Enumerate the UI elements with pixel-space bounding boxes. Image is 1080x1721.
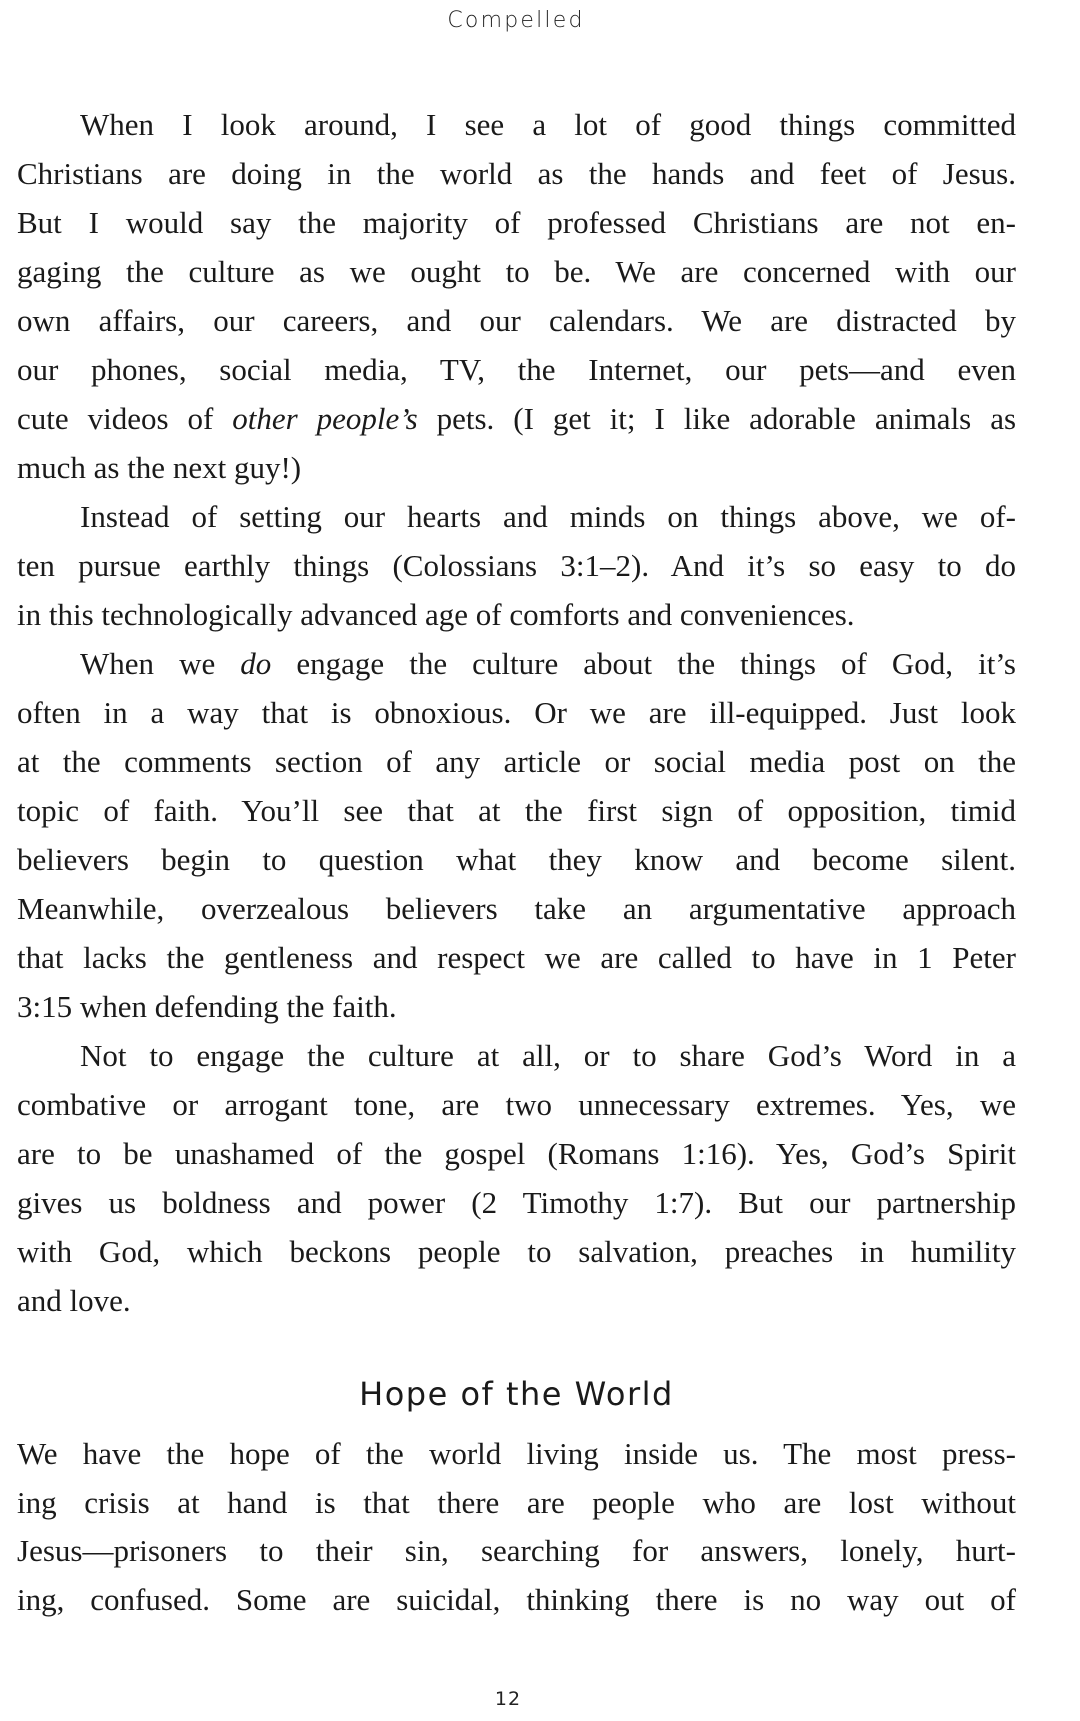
- text-run: and love.: [17, 1283, 131, 1318]
- text-line: [17, 933, 1016, 982]
- text-run: ing crisis at hand is that there are people who are lost without: [17, 1484, 1016, 1520]
- text-run: that lacks the gentleness and respect we are called to have in 1 Peter: [17, 940, 1016, 975]
- text-run: often in a way that is obnoxious. Or we are ill-equipped. Just look: [17, 695, 1016, 730]
- text-line: [17, 394, 1016, 443]
- text-run: believers begin to question what they know and become silent.: [17, 842, 1016, 877]
- text-run: cute videos of: [17, 401, 233, 436]
- text-run: Instead of setting our hearts and minds on things above, we of-: [80, 499, 1016, 534]
- text-line: [17, 786, 1016, 835]
- text-run: gaging the culture as we ought to be. We are concerned with our: [17, 254, 1016, 289]
- text-line: [17, 443, 1016, 492]
- text-run: engage the culture about the things of God, it’s: [271, 646, 1016, 681]
- text-line: [80, 492, 1016, 541]
- italic-run: other people’s: [232, 401, 418, 436]
- text-line: [17, 1575, 1016, 1624]
- text-line: [17, 1276, 1016, 1325]
- text-run: 3:15 when defending the faith.: [17, 989, 397, 1024]
- running-head: Compelled: [447, 8, 585, 33]
- text-line: [17, 590, 1016, 639]
- text-run: Meanwhile, overzealous believers take an argumentative approach: [17, 891, 1016, 926]
- text-run: Christians are doing in the world as the hands and feet of Jesus.: [17, 156, 1016, 191]
- text-line: [17, 982, 1016, 1031]
- text-line: [80, 639, 1016, 688]
- text-line: [17, 1526, 1016, 1575]
- text-run: gives us boldness and power (2 Timothy 1:7). But our partnership: [17, 1185, 1016, 1220]
- page-number: 12: [494, 1688, 522, 1710]
- text-line: [17, 296, 1016, 345]
- text-run: topic of faith. You’ll see that at the first sign of opposition, timid: [17, 793, 1016, 828]
- text-run: When we: [80, 646, 241, 681]
- text-line: [17, 345, 1016, 394]
- text-line: [17, 1178, 1016, 1227]
- text-line: [80, 1031, 1016, 1080]
- text-run: combative or arrogant tone, are two unnecessary extremes. Yes, we: [17, 1087, 1016, 1122]
- text-line: [17, 737, 1016, 786]
- text-line: [17, 247, 1016, 296]
- section-heading: Hope of the World: [359, 1375, 674, 1413]
- text-run: our phones, social media, TV, the Internet, our pets—and even: [17, 352, 1016, 387]
- text-run: at the comments section of any article or social media post on the: [17, 744, 1016, 779]
- text-line: [17, 198, 1016, 247]
- text-run: But I would say the majority of professed Christians are not en-: [17, 205, 1016, 240]
- text-line: [17, 835, 1016, 884]
- italic-run: do: [240, 646, 272, 681]
- text-line: [17, 1478, 1016, 1527]
- text-run: We have the hope of the world living inside us. The most press-: [17, 1436, 1016, 1471]
- text-line: [17, 1227, 1016, 1276]
- text-line: [17, 1129, 1016, 1178]
- text-run: Not to engage the culture at all, or to share God’s Word in a: [80, 1038, 1016, 1073]
- text-run: Jesus—prisoners to their sin, searching for answers, lonely, hurt-: [17, 1533, 1016, 1568]
- text-line: [17, 688, 1016, 737]
- text-run: ing, confused. Some are suicidal, thinking there is no way out of: [17, 1581, 1016, 1617]
- text-line: [17, 541, 1016, 590]
- text-line: [17, 1080, 1016, 1129]
- text-run: own affairs, our careers, and our calendars. We are distracted by: [17, 303, 1016, 338]
- text-run: pets. (I get it; I like adorable animals as: [417, 401, 1017, 436]
- text-line: [80, 100, 1016, 149]
- text-run: When I look around, I see a lot of good things committed: [80, 107, 1016, 142]
- text-run: with God, which beckons people to salvation, preaches in humility: [17, 1234, 1016, 1269]
- text-run: are to be unashamed of the gospel (Romans 1:16). Yes, God’s Spirit: [17, 1136, 1016, 1171]
- text-run: ten pursue earthly things (Colossians 3:1–2). And it’s so easy to do: [17, 548, 1016, 583]
- text-run: much as the next guy!): [17, 450, 302, 485]
- text-line: [17, 149, 1016, 198]
- text-line: [17, 884, 1016, 933]
- text-line: [17, 1429, 1016, 1478]
- text-run: in this technologically advanced age of comforts and conveniences.: [17, 597, 855, 632]
